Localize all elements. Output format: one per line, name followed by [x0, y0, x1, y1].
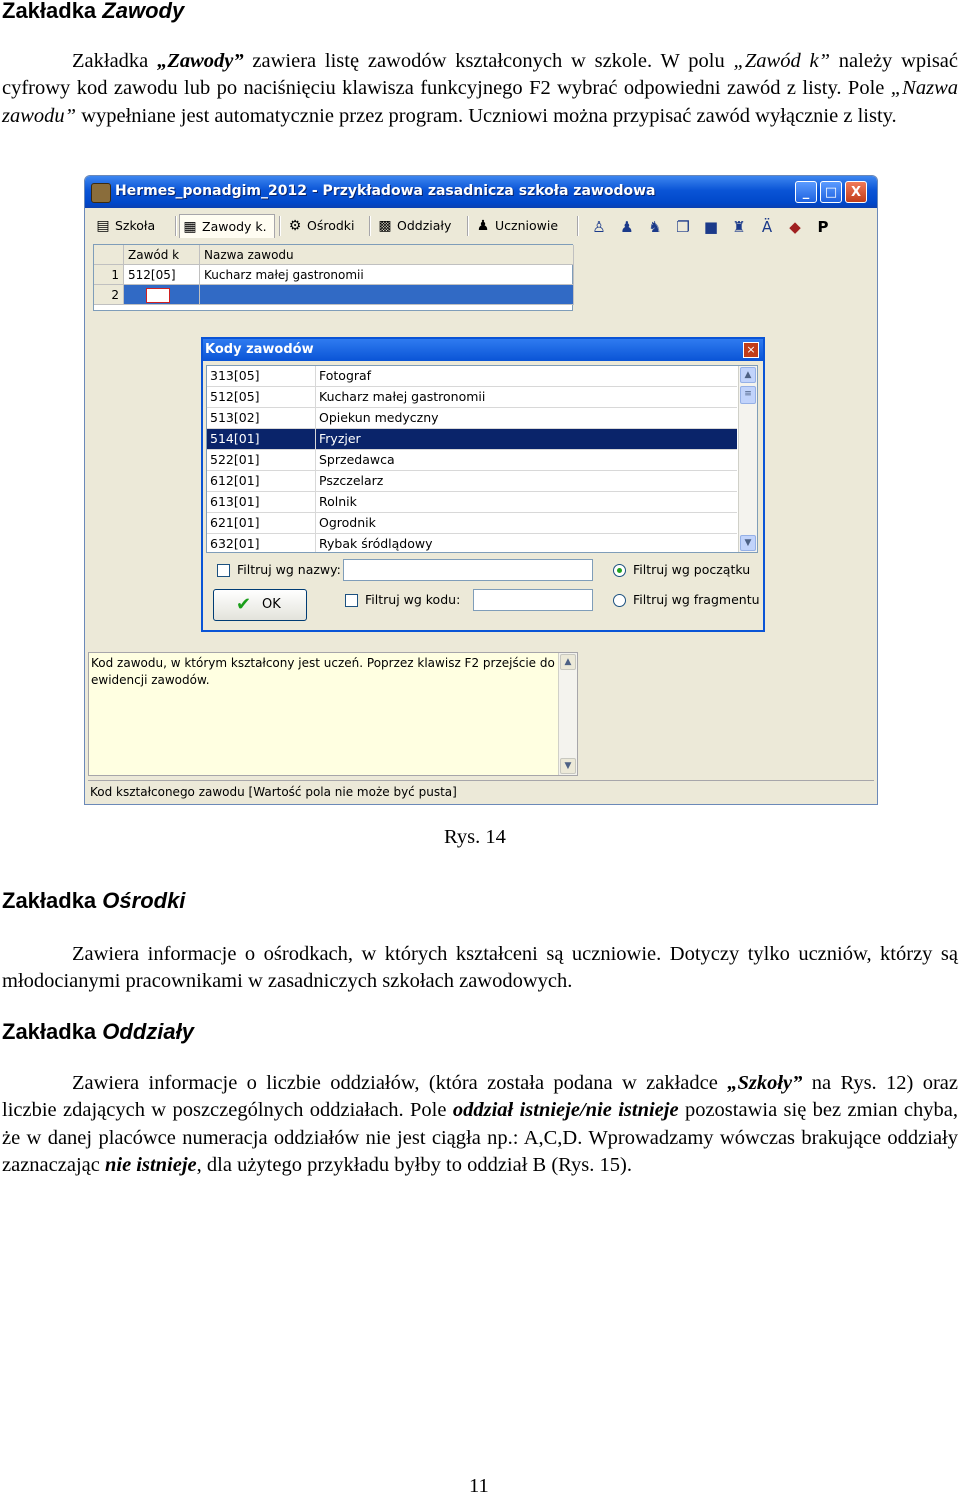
text-run: Zakładka [72, 50, 158, 72]
separator [369, 216, 371, 236]
list-item-name: Rybak śródlądowy [315, 534, 433, 553]
help-scrollbar[interactable] [558, 653, 577, 775]
professions-list[interactable] [206, 365, 758, 553]
list-item-code: 514[01] [210, 431, 260, 446]
maximize-button[interactable]: □ [820, 181, 842, 203]
list-item[interactable] [207, 408, 737, 429]
heading-text: Zakładka [2, 888, 103, 913]
copy-icon[interactable]: ❐ [676, 218, 690, 236]
list-item-name: Rolnik [315, 492, 357, 512]
heading-text: Zakładka [2, 0, 103, 23]
professions-icon: ▦ [183, 219, 197, 235]
help-text: Kod zawodu, w którym kształcony jest uczeń. Poprzez klawisz F2 przejście do ewidencji zawodów. [91, 656, 555, 687]
toolbar [89, 210, 875, 242]
text-run: „Zawód k” [733, 50, 831, 72]
cell-editor[interactable] [146, 288, 170, 303]
grid-cell-name[interactable]: Kucharz małej gastronomii [200, 265, 574, 285]
centers-icon: ⚙ [288, 218, 302, 234]
grid-corner [94, 245, 124, 265]
separator [467, 216, 469, 236]
radio-filter-start-label: Filtruj wg początku [633, 562, 751, 577]
list-item-name: Ogrodnik [315, 513, 376, 533]
filter-name-checkbox[interactable] [217, 564, 230, 577]
list-item[interactable] [207, 429, 737, 450]
row-number: 2 [94, 285, 124, 305]
tab-osrodki[interactable] [285, 214, 365, 238]
window-title: Hermes_ponadgim_2012 - Przykładowa zasadnicza szkoła zawodowa [115, 183, 656, 199]
text-run: Zawiera informacje o ośrodkach, w których kształceni są uczniowie. Dotyczy tylko uczniów, którzy są młodocianymi pracownikami w zasadniczych szkołach zawodowych. [2, 943, 958, 993]
text-run: nie istnieje [104, 1153, 197, 1176]
students-icon: ♟ [476, 218, 490, 234]
tab-label: Oddziały [397, 218, 452, 233]
book-icon[interactable]: ◆ [789, 218, 801, 236]
p-icon[interactable]: P [817, 218, 829, 236]
radio-filter-fragment-label: Filtruj wg fragmentu [633, 592, 760, 607]
heading-text: Zakładka [2, 1019, 103, 1044]
tab-uczniowie[interactable] [473, 214, 569, 238]
column-header[interactable]: Zawód k [124, 245, 200, 265]
tab-szkola[interactable] [93, 214, 171, 238]
tab-oddzialy[interactable] [375, 214, 465, 238]
section-heading-zawody [2, 0, 184, 24]
list-item[interactable] [207, 492, 737, 513]
tab-zawody[interactable] [179, 214, 275, 238]
save-icon[interactable]: ■ [703, 218, 719, 236]
remove-person-icon[interactable]: ♟ [620, 218, 634, 236]
app-icon [91, 183, 111, 203]
grid-cell-name[interactable] [200, 285, 574, 305]
scroll-down-icon[interactable]: ▼ [740, 535, 756, 551]
page-number: 11 [469, 1475, 489, 1497]
separator [175, 216, 177, 236]
list-item-name: Sprzedawca [315, 450, 395, 470]
list-item-code: 512[05] [210, 389, 260, 404]
help-panel [88, 652, 578, 776]
dialog-title: Kody zawodów [203, 339, 763, 361]
ok-label: OK [262, 597, 281, 612]
filter-name-label: Filtruj wg nazwy: [237, 562, 341, 577]
binoculars-icon[interactable]: ♜ [732, 218, 746, 236]
text-run: na Rys. 12) oraz liczbie zdających w poszczególnych oddziałach. Pole [2, 1072, 959, 1122]
list-item-code: 632[01] [210, 536, 260, 551]
list-item[interactable] [207, 450, 737, 471]
add-person-icon[interactable]: ♙ [592, 218, 606, 236]
list-item-code: 513[02] [210, 410, 260, 425]
section-heading-oddzialy [2, 1019, 194, 1045]
list-item-code: 313[05] [210, 368, 260, 383]
filter-code-input[interactable] [473, 589, 593, 611]
list-item-code: 612[01] [210, 473, 260, 488]
status-bar: Kod kształconego zawodu [Wartość pola nie może być pusta] [88, 780, 874, 802]
close-button[interactable]: X [845, 181, 867, 203]
persons-icon[interactable]: ♞ [648, 218, 662, 236]
professions-grid [93, 244, 573, 311]
text-run: „Szkoły” [727, 1072, 803, 1094]
text-run: zawiera listę zawodów kształconych w szkole. W polu [243, 50, 734, 72]
column-header[interactable]: Nazwa zawodu [200, 245, 574, 265]
grid-cell-code[interactable]: 512[05] [124, 265, 200, 285]
list-item-code: 621[01] [210, 515, 260, 530]
text-run: , dla użytego przykładu byłby to oddział B (Rys. 15). [196, 1153, 632, 1176]
scroll-up-icon[interactable]: ▲ [560, 654, 576, 670]
list-item-name: Fotograf [315, 366, 371, 386]
scroll-thumb[interactable]: ≡ [740, 386, 756, 404]
list-item[interactable] [207, 366, 737, 387]
text-run: oddział istnieje/nie istnieje [452, 1099, 679, 1122]
text-run: wypełniane jest automatycznie przez program. Uczniowi można przypisać zawód wyłącznie z listy. [76, 104, 897, 127]
list-item[interactable] [207, 534, 737, 553]
text-run: pozostawia się bez zmian chyba, że w danej placówce numeracja oddziałów nie jest ciągła np.: A,C,D. Wprowadzamy wówczas brakujące oddziały zaznaczając [2, 1099, 959, 1176]
list-item[interactable] [207, 513, 737, 534]
separator [577, 216, 579, 236]
ok-button[interactable] [213, 589, 307, 621]
title-bar [85, 176, 877, 208]
dialog-close-icon[interactable]: × [743, 342, 759, 358]
separator [279, 216, 281, 236]
filter-code-checkbox[interactable] [345, 594, 358, 607]
list-item-code: 522[01] [210, 452, 260, 467]
paragraph-oddzialy [2, 1070, 958, 1179]
minimize-button[interactable]: _ [795, 181, 817, 203]
list-item-name: Pszczelarz [315, 471, 383, 491]
app-window [84, 175, 878, 805]
section-heading-osrodki [2, 888, 185, 914]
text-run: „Nazwa zawodu” [2, 77, 958, 127]
school-icon: ▤ [96, 218, 110, 234]
umlaut-a-icon[interactable]: Ä [761, 218, 773, 236]
paragraph-zawody [2, 48, 958, 130]
figure-caption: Rys. 14 [444, 826, 506, 848]
list-item[interactable] [207, 471, 737, 492]
text-run: należy wpisać cyfrowy kod zawodu lub po naciśnięciu klawisza funkcyjnego F2 wybrać odpowiedni zawód z listy. Pole [2, 50, 959, 100]
scroll-down-icon[interactable]: ▼ [560, 758, 576, 774]
tab-label: Szkoła [115, 218, 156, 233]
list-item-name: Opiekun medyczny [315, 408, 439, 428]
scroll-up-icon[interactable]: ▲ [740, 367, 756, 383]
radio-filter-fragment[interactable] [613, 594, 626, 607]
row-number: 1 [94, 265, 124, 285]
radio-filter-start[interactable] [613, 564, 626, 577]
filter-code-label: Filtruj wg kodu: [365, 592, 461, 607]
text-run: Zawiera informacje o liczbie oddziałów, (która została podana w zakładce [72, 1072, 728, 1094]
list-scrollbar[interactable] [738, 366, 757, 552]
checkmark-icon: ✔ [236, 594, 252, 615]
filter-name-input[interactable] [343, 559, 593, 581]
list-item-code: 613[01] [210, 494, 260, 509]
heading-italic-text: Zawody [102, 0, 185, 23]
paragraph-osrodki [2, 941, 958, 996]
heading-italic-text: Ośrodki [102, 888, 186, 913]
classes-icon: ▩ [378, 218, 392, 234]
text-run: „Zawody” [157, 50, 244, 72]
tab-label: Uczniowie [495, 218, 559, 233]
heading-italic-text: Oddziały [102, 1019, 194, 1044]
list-item-name: Fryzjer [315, 429, 361, 449]
grid-cell-code-active[interactable] [124, 285, 200, 305]
tab-label: Zawody k. [202, 219, 267, 234]
tab-label: Ośrodki [307, 218, 355, 233]
list-item-name: Kucharz małej gastronomii [315, 387, 485, 407]
professions-dialog [201, 337, 765, 632]
list-item[interactable] [207, 387, 737, 408]
